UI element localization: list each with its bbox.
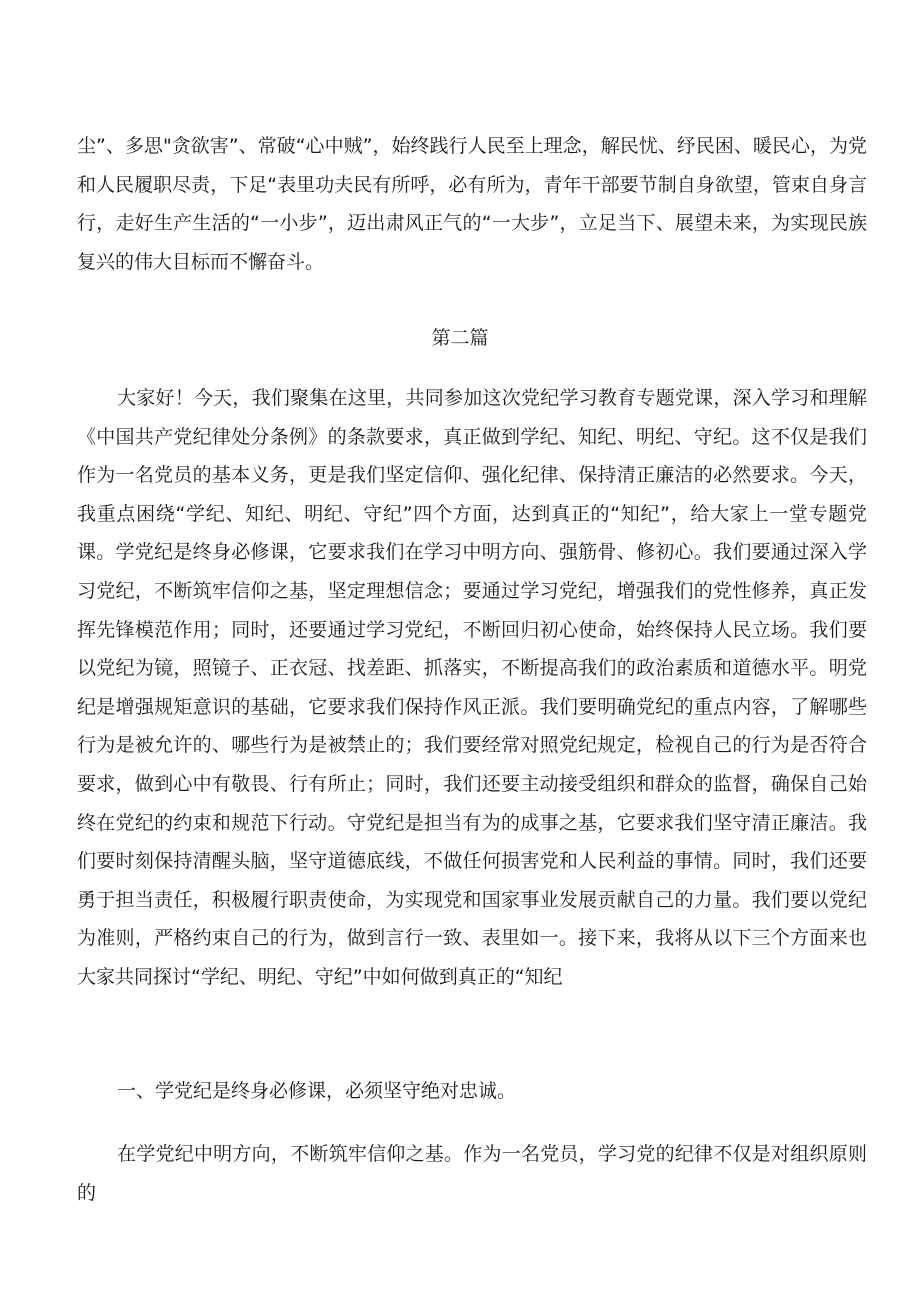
main-paragraph: 大家好！今天，我们聚集在这里，共同参加这次党纪学习教育专题党课，深入学习和理解《中国共产党纪律处分条例》的条款要求，真正做到学纪、知纪、明纪、守纪。这不仅是我们作为一名党员的基本义务，更是我们坚定信仰、强化纪律、保持清正廉洁的必然要求。今天，我重点困绕“学纪、知纪、明纪、守纪”四个方面，达到真正的“知纪”，给大家上一堂专题党课。学党纪是终身必修课，它要求我们在学习中明方向、强筋骨、修初心。我们要通过深入学习党纪，不断筑牢信仰之基，坚定理想信念；要通过学习党纪，增强我们的党性修养，真正发挥先锋模范作用；同时，还要通过学习党纪，不断回归初心使命，始终保持人民立场。我们要以党纪为镜，照镜子、正衣冠、找差距、抓落实，不断提高我们的政治素质和道德水平。明党纪是增强规矩意识的基础，它要求我们保持作风正派。我们要明确党纪的重点内容，了解哪些行为是被允许的、哪些行为是被禁止的；我们要经常对照党纪规定，检视自己的行为是否符合要求，做到心中有敬畏、行有所止；同时，我们还要主动接受组织和群众的监督，确保自己始终在党纪的约束和规范下行动。守党纪是担当有为的成事之基，它要求我们坚守清正廉洁。我们要时刻保持清醒头脑，坚守道德底线，不做任何损害党和人民利益的事情。同时，我们还要勇于担当责任，积极履行职责使命，为实现党和国家事业发展贡献自己的力量。我们要以党纪为准则，严格约束自己的行为，做到言行一致、表里如一。接下来，我将从以下三个方面来也大家共同探讨“学纪、明纪、守纪”中如何做到真正的“知纪 [77, 387, 867, 988]
section-title: 第二篇 [431, 327, 489, 349]
continued-paragraph: 尘”、多思"贪欲害”、常破“心中贼”，始终践行人民至上理念，解民忧、纾民困、暖民心，为党和人民履职尽责，下足“表里功夫民有所呼，必有所为，青年干部要节制自身欲望，管束自身言行，走好生产生活的“一小步”，迈出肃风正气的“一大步”，立足当下、展望未来，为实现民族复兴的伟大目标而不懈奋斗。 [77, 135, 867, 273]
last-paragraph: 在学党纪中明方向，不断筑牢信仰之基。作为一名党员，学习党的纪律不仅是对组织原则的 [77, 1143, 867, 1204]
section-heading: 一、学党纪是终身必修课，必须坚守绝对忠诚。 [117, 1080, 517, 1102]
